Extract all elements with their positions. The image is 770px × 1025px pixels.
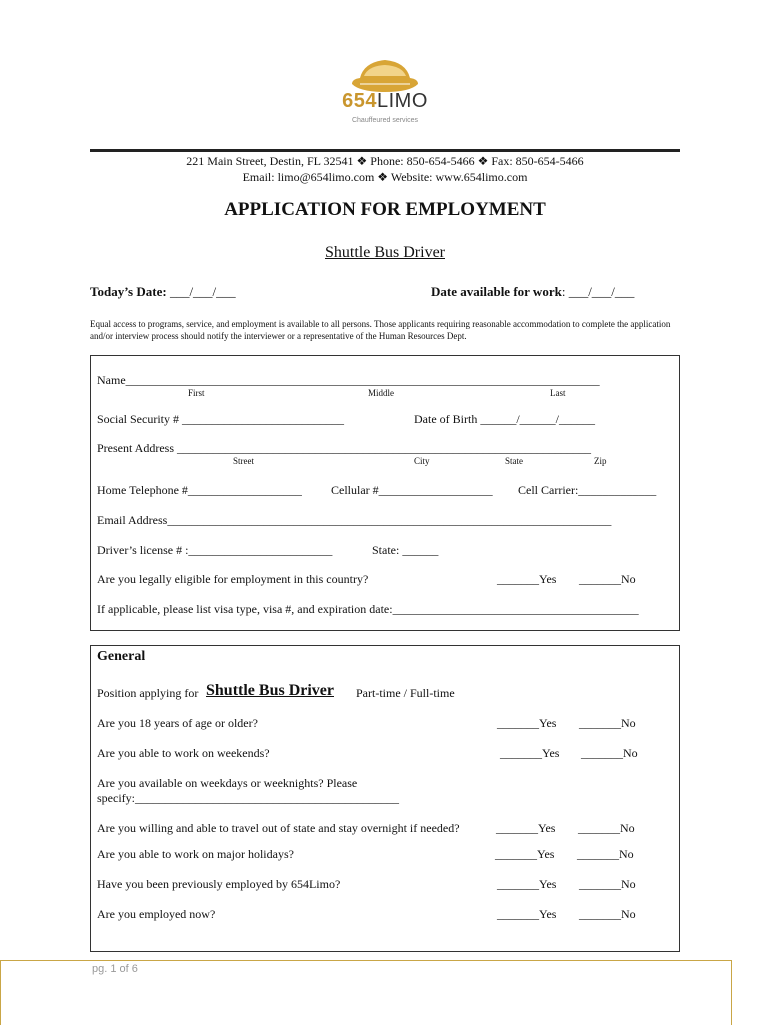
- weekdays-question: Are you available on weekdays or weeknights? Please: [97, 776, 358, 790]
- weekends-question: Are you able to work on weekends?: [97, 746, 270, 760]
- license-state-field[interactable]: State: ______: [372, 543, 439, 557]
- header-divider: [90, 149, 680, 152]
- employed-now-question: Are you employed now?: [97, 907, 216, 921]
- weekdays-specify-field[interactable]: specify:____________________________________________: [97, 791, 399, 805]
- weekends-no[interactable]: _______No: [581, 746, 638, 760]
- page-title: APPLICATION FOR EMPLOYMENT: [224, 199, 546, 220]
- employed-now-yes[interactable]: _______Yes: [497, 907, 557, 921]
- date-available-field[interactable]: Date available for work: ___/___/___: [431, 284, 635, 299]
- logo-tagline: Chauffeured services: [351, 117, 419, 124]
- visa-field[interactable]: If applicable, please list visa type, visa #, and expiration date:_________________________________________: [97, 602, 639, 616]
- position-value: Shuttle Bus Driver: [206, 682, 334, 699]
- license-field[interactable]: Driver’s license # :________________________: [97, 543, 333, 557]
- middle-name-caption: Middle: [368, 388, 394, 398]
- address-line: 221 Main Street, Destin, FL 32541 ❖ Phone: 850-654-5466 ❖ Fax: 850-654-5466: [186, 154, 584, 168]
- dob-field[interactable]: Date of Birth ______/______/______: [414, 412, 595, 426]
- street-caption: Street: [233, 456, 254, 466]
- holidays-question: Are you able to work on major holidays?: [97, 847, 294, 861]
- city-caption: City: [414, 456, 430, 466]
- equal-access-notice: Equal access to programs, service, and employment is available to all persons. Those applicants requiring reasonable accommodation to complete the application and/or interview process should notify the interviewer or a representative of the Human Resources Dept.: [90, 319, 671, 341]
- todays-date-field[interactable]: Today’s Date: ___/___/___: [90, 284, 236, 299]
- zip-caption: Zip: [594, 456, 607, 466]
- page-number: pg. 1 of 6: [92, 963, 138, 975]
- previous-employment-question: Have you been previously employed by 654Limo?: [97, 877, 341, 891]
- last-name-caption: Last: [550, 388, 566, 398]
- general-heading: General: [97, 649, 146, 664]
- age-no[interactable]: _______No: [579, 716, 636, 730]
- contact-line: Email: limo@654limo.com ❖ Website: www.654limo.com: [242, 170, 528, 184]
- weekends-yes[interactable]: _______Yes: [500, 746, 560, 760]
- age-question: Are you 18 years of age or older?: [97, 716, 258, 730]
- age-yes[interactable]: _______Yes: [497, 716, 557, 730]
- state-caption: State: [505, 456, 523, 466]
- car-logo-icon: [330, 48, 440, 128]
- previous-employment-no[interactable]: _______No: [579, 877, 636, 891]
- logo-wordmark: 654LIMO: [342, 90, 428, 112]
- eligibility-question: Are you legally eligible for employment in this country?: [97, 572, 369, 586]
- position-label: Position applying for: [97, 686, 199, 700]
- employed-now-no[interactable]: _______No: [579, 907, 636, 921]
- travel-no[interactable]: _______No: [578, 821, 635, 835]
- travel-question: Are you willing and able to travel out of state and stay overnight if needed?: [97, 821, 460, 835]
- holidays-no[interactable]: _______No: [577, 847, 634, 861]
- holidays-yes[interactable]: _______Yes: [495, 847, 555, 861]
- eligibility-yes[interactable]: _______Yes: [497, 572, 557, 586]
- travel-yes[interactable]: _______Yes: [496, 821, 556, 835]
- cell-carrier-field[interactable]: Cell Carrier:_____________: [518, 483, 657, 497]
- name-field[interactable]: Name_______________________________________________________________________________: [97, 373, 600, 387]
- ssn-field[interactable]: Social Security # ___________________________: [97, 412, 344, 426]
- email-field[interactable]: Email Address__________________________________________________________________________: [97, 513, 612, 527]
- eligibility-no[interactable]: _______No: [579, 572, 636, 586]
- home-phone-field[interactable]: Home Telephone #___________________: [97, 483, 302, 497]
- page-subtitle: Shuttle Bus Driver: [325, 244, 445, 261]
- position-type[interactable]: Part-time / Full-time: [356, 686, 455, 700]
- address-field[interactable]: Present Address _____________________________________________________________________: [97, 441, 591, 455]
- cellular-field[interactable]: Cellular #___________________: [331, 483, 493, 497]
- first-name-caption: First: [188, 388, 205, 398]
- previous-employment-yes[interactable]: _______Yes: [497, 877, 557, 891]
